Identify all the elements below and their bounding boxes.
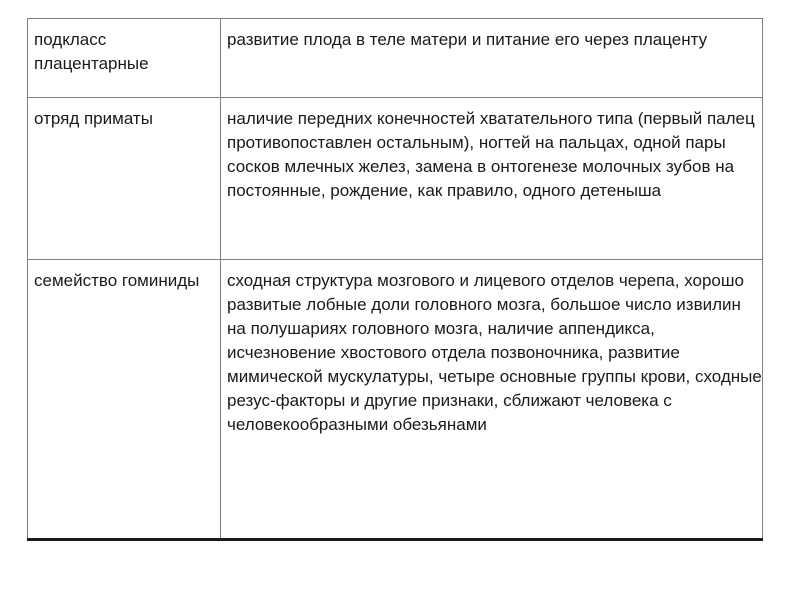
table-row [28,98,763,260]
taxon-cell [28,260,221,540]
traits-cell [221,98,763,260]
taxon-label: отряд приматы [34,109,153,128]
classification-table [27,18,763,541]
taxon-label: подкласс плацентарные [34,30,149,73]
taxon-label: семейство гоминиды [34,271,200,290]
taxon-cell [28,19,221,98]
table-row [28,19,763,98]
traits-text: сходная структура мозгового и лицевого отделов черепа, хорошо развитые лобные доли головного мозга, большое число извилин на полушариях головного мозга, наличие аппендикса, исчезновение хвостового отдела позвоночника, развитие мимической мускулатуры, четыре основные группы крови, сходные резус-факторы и другие признаки, сближают человека с человекообразными обезьянами [227,271,762,434]
table-row [28,260,763,540]
traits-cell [221,19,763,98]
traits-text: наличие передних конечностей хватательного типа (первый палец противопоставлен остальным), ногтей на пальцах, одной пары сосков млечных желез, замена в онтогенезе молочных зубов на постоянные, рождение, как правило, одного детеныша [227,109,755,200]
traits-cell [221,260,763,540]
traits-text: развитие плода в теле матери и питание его через плаценту [227,30,708,49]
taxon-cell [28,98,221,260]
